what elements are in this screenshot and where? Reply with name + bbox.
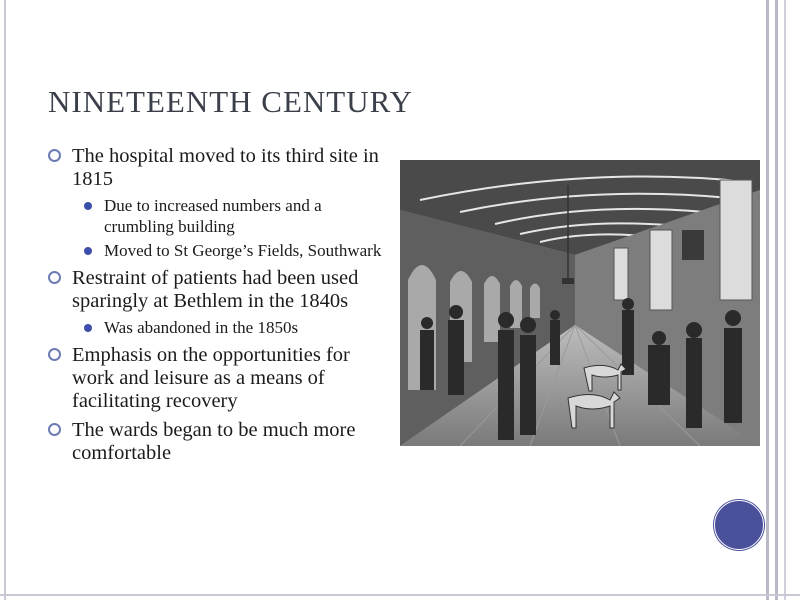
slide-frame-right xyxy=(784,0,786,600)
bullet-text: The wards began to be much more comfortable xyxy=(72,419,356,464)
slide-frame-left xyxy=(4,0,6,600)
slide-frame-bottom xyxy=(0,594,800,596)
bullet-item xyxy=(48,267,388,338)
sub-bullet-list xyxy=(72,317,388,338)
bullet-ring-icon xyxy=(48,149,61,162)
slide-title: NINETEENTH CENTURY xyxy=(48,84,413,119)
bullet-list xyxy=(48,145,388,471)
bullet-item xyxy=(48,145,388,261)
sub-bullet-text: Moved to St George’s Fields, Southwark xyxy=(104,241,382,260)
sub-bullet-text: Due to increased numbers and a crumbling building xyxy=(104,196,322,236)
bullet-text: Restraint of patients had been used sparingly at Bethlem in the 1840s xyxy=(72,267,359,312)
slide-frame-right xyxy=(775,0,778,600)
bullet-dot-icon xyxy=(84,247,92,255)
sub-bullet-item xyxy=(72,317,388,338)
bullet-ring-icon xyxy=(48,271,61,284)
bullet-text: The hospital moved to its third site in 1815 xyxy=(72,145,379,190)
accent-circle xyxy=(714,500,764,550)
sub-bullet-list xyxy=(72,195,388,261)
sub-bullet-item xyxy=(72,195,388,237)
bullet-item xyxy=(48,419,388,465)
slide-frame-right xyxy=(766,0,769,600)
sub-bullet-text: Was abandoned in the 1850s xyxy=(104,318,299,337)
sub-bullet-item xyxy=(72,240,388,261)
bullet-item xyxy=(48,344,388,413)
bullet-text: Emphasis on the opportunities for work and leisure as a means of facilitating recovery xyxy=(72,344,350,412)
bullet-dot-icon xyxy=(84,324,92,332)
bullet-ring-icon xyxy=(48,423,61,436)
hospital-gallery-image xyxy=(400,160,760,446)
bullet-dot-icon xyxy=(84,202,92,210)
bullet-ring-icon xyxy=(48,348,61,361)
